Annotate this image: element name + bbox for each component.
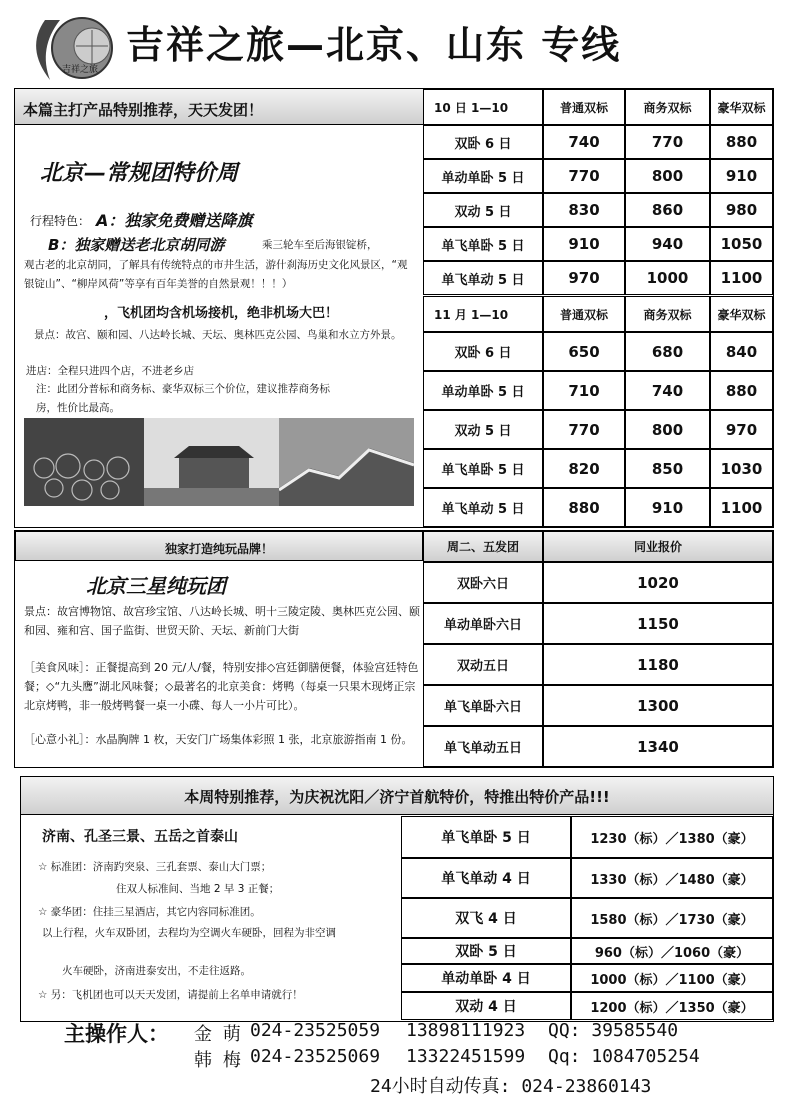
- contact2-tel: 024-23525069: [250, 1046, 381, 1067]
- feature-b: B：独家赠送老北京胡同游: [48, 236, 225, 254]
- nov-header-0: 普通双标: [543, 296, 625, 332]
- nov-price-cell: 1030: [710, 449, 773, 488]
- shandong-row-label: 双动 4 日: [401, 992, 571, 1020]
- shandong-row-label: 双卧 5 日: [401, 938, 571, 964]
- premium-price-cell: 1150: [543, 603, 773, 644]
- nov-price-cell: 850: [625, 449, 710, 488]
- oct-price-cell: 860: [625, 193, 710, 227]
- water-cube-photo: [24, 418, 144, 506]
- shandong-price-cell: 960（标）／1060（豪）: [571, 938, 773, 964]
- oct-price-cell: 740: [543, 125, 625, 159]
- premium-price-cell: 1300: [543, 685, 773, 726]
- contact-label: 主操作人：: [64, 1022, 169, 1046]
- page-title: 吉祥之旅—北京、山东 专线: [126, 23, 622, 67]
- premium-row-label: 单飞单卧六日: [423, 685, 543, 726]
- std-tour: ☆ 标准团：济南趵突泉、三孔套票、泰山大门票；: [38, 861, 272, 873]
- std-tour-2: 住双人标准间、当地 2 早 3 正餐；: [116, 883, 280, 895]
- shandong-price-cell: 1580（标）／1730（豪）: [571, 898, 773, 938]
- oct-price-cell: 1000: [625, 261, 710, 295]
- shandong-row-label: 单飞单动 4 日: [401, 858, 571, 898]
- nov-price-cell: 910: [625, 488, 710, 527]
- para2: 观古老的北京胡同，了解具有传统特点的市井生活，游什刹海历史文化风景区，“观银锭山”、“柳岸风荷”等享有百年美誉的自然景观！！！）: [24, 259, 408, 290]
- premium-row-label: 双动五日: [423, 644, 543, 685]
- nov-period: 11 月 1—10: [423, 296, 543, 332]
- oct-price-cell: 1050: [710, 227, 773, 261]
- food-note: ［美食风味］：正餐提高到 20 元/人/餐，特别安排◇宫廷御膳便餐，体验宫廷特色餐；◇“九头鹰”湖北风味餐；◇最著名的北京美食：烤鸭（每桌一只果木现烤正宗北京烤鸭，非一般烤鸭餐一桌一小碟、每人一小片可比）。: [24, 661, 419, 712]
- para1-tail: 乘三轮车至后海银锭桥，: [262, 239, 378, 251]
- nov-header-2: 豪华双标: [710, 296, 773, 332]
- nov-row-label: 双卧 6 日: [423, 332, 543, 371]
- contact2-qq: Qq: 1084705254: [548, 1046, 700, 1067]
- nov-price-cell: 970: [710, 410, 773, 449]
- shops1: 进店：全程只进四个店，不进老乡店: [26, 365, 194, 377]
- shandong-price-cell: 1200（标）／1350（豪）: [571, 992, 773, 1020]
- shandong-row-label: 单动单卧 4 日: [401, 964, 571, 992]
- oct-period: 10 日 1—10: [423, 89, 543, 125]
- contact1-qq: QQ: 39585540: [548, 1020, 679, 1041]
- oct-row-label: 双动 5 日: [423, 193, 543, 227]
- oct-header-0: 普通双标: [543, 89, 625, 125]
- oct-price-cell: 770: [625, 125, 710, 159]
- gift-note: ［心意小礼］：水晶胸牌 1 枚，天安门广场集体彩照 1 张，北京旅游指南 1 份。: [24, 733, 413, 746]
- product1-title: 北京—常规团特价周: [40, 161, 239, 186]
- nov-price-cell: 680: [625, 332, 710, 371]
- oct-row-label: 双卧 6 日: [423, 125, 543, 159]
- note3-3: ☆ 另：飞机团也可以天天发团，请提前上名单申请就行！: [38, 989, 303, 1001]
- shandong-price-cell: 1330（标）／1480（豪）: [571, 858, 773, 898]
- spots1: 景点：故宫、颐和园、八达岭长城、天坛、奥林匹克公园、鸟巢和水立方外景。: [34, 329, 402, 341]
- oct-row-label: 单动单卧 5 日: [423, 159, 543, 193]
- nov-price-cell: 770: [543, 410, 625, 449]
- great-wall-photo: [279, 418, 414, 506]
- fax-line: 24小时自动传真: 024-23860143: [370, 1076, 652, 1097]
- premium-price-cell: 1340: [543, 726, 773, 767]
- contact1-tel: 024-23525059: [250, 1020, 381, 1041]
- oct-price-cell: 970: [543, 261, 625, 295]
- oct-price-cell: 880: [710, 125, 773, 159]
- nov-row-label: 双动 5 日: [423, 410, 543, 449]
- tiananmen-photo: [144, 418, 279, 506]
- nov-price-cell: 740: [625, 371, 710, 410]
- depart-days: 周二、五发团: [423, 531, 543, 562]
- nov-price-cell: 650: [543, 332, 625, 371]
- nov-price-cell: 840: [710, 332, 773, 371]
- oct-header-2: 豪华双标: [710, 89, 773, 125]
- oct-price-cell: 1100: [710, 261, 773, 295]
- section2-banner: 独家打造纯玩品牌！: [15, 531, 423, 561]
- nov-header-1: 商务双标: [625, 296, 710, 332]
- nov-price-cell: 710: [543, 371, 625, 410]
- peer-price-header: 同业报价: [543, 531, 773, 562]
- premium-row-label: 单飞单动五日: [423, 726, 543, 767]
- note3-1: 以上行程，火车双卧团，去程均为空调火车硬卧，回程为非空调: [42, 927, 336, 939]
- oct-price-cell: 770: [543, 159, 625, 193]
- note3-2: 火车硬卧，济南进泰安出，不走往返路。: [62, 965, 251, 977]
- nov-price-cell: 880: [710, 371, 773, 410]
- feature-label: 行程特色：: [30, 214, 91, 228]
- nov-row-label: 单飞单动 5 日: [423, 488, 543, 527]
- nov-row-label: 单飞单卧 5 日: [423, 449, 543, 488]
- photo-strip: [24, 418, 414, 506]
- shandong-row-label: 双飞 4 日: [401, 898, 571, 938]
- premium-price-cell: 1020: [543, 562, 773, 603]
- shandong-price-cell: 1000（标）／1100（豪）: [571, 964, 773, 992]
- nov-row-label: 单动单卧 5 日: [423, 371, 543, 410]
- oct-header-1: 商务双标: [625, 89, 710, 125]
- section1-banner: 本篇主打产品特别推荐，天天发团！: [15, 89, 423, 125]
- contact1-mobile: 13898111923: [406, 1020, 526, 1041]
- shandong-price-cell: 1230（标）／1380（豪）: [571, 816, 773, 858]
- nov-price-cell: 1100: [710, 488, 773, 527]
- oct-row-label: 单飞单卧 5 日: [423, 227, 543, 261]
- premium-row-label: 单动单卧六日: [423, 603, 543, 644]
- note1: 注：此团分普标和商务标、豪华双标三个价位，建议推荐商务标房，性价比最高。: [36, 383, 330, 414]
- nov-price-cell: 880: [543, 488, 625, 527]
- contact2-name: 韩 梅: [194, 1050, 241, 1071]
- contact2-mobile: 13322451599: [406, 1046, 526, 1067]
- nov-price-cell: 800: [625, 410, 710, 449]
- oct-price-cell: 910: [710, 159, 773, 193]
- spots2: 景点：故宫博物馆、故宫珍宝馆、八达岭长城、明十三陵定陵、奥林匹克公园、颐和园、雍和宫、国子监街、世贸天阶、天坛、新前门大街: [24, 605, 420, 637]
- oct-price-cell: 910: [543, 227, 625, 261]
- product2-title: 北京三星纯玩团: [86, 574, 226, 598]
- nov-price-cell: 820: [543, 449, 625, 488]
- oct-price-cell: 800: [625, 159, 710, 193]
- shandong-row-label: 单飞单卧 5 日: [401, 816, 571, 858]
- oct-price-cell: 980: [710, 193, 773, 227]
- product3-title: 济南、孔圣三景、五岳之首泰山: [42, 829, 238, 845]
- oct-price-cell: 940: [625, 227, 710, 261]
- feature-a: A：独家免费赠送降旗: [96, 211, 253, 230]
- lux-tour: ☆ 豪华团：住挂三星酒店，其它内容同标准团。: [38, 906, 261, 918]
- section3-banner: 本周特别推荐，为庆祝沈阳／济宁首航特价，特推出特价产品!!!: [21, 777, 773, 815]
- premium-row-label: 双卧六日: [423, 562, 543, 603]
- premium-price-cell: 1180: [543, 644, 773, 685]
- logo-text: 吉祥之旅: [62, 65, 99, 75]
- contact1-name: 金 萌: [194, 1024, 241, 1045]
- airport-note: ，飞机团均含机场接机，绝非机场大巴！: [104, 306, 339, 321]
- oct-row-label: 单飞单动 5 日: [423, 261, 543, 295]
- oct-price-cell: 830: [543, 193, 625, 227]
